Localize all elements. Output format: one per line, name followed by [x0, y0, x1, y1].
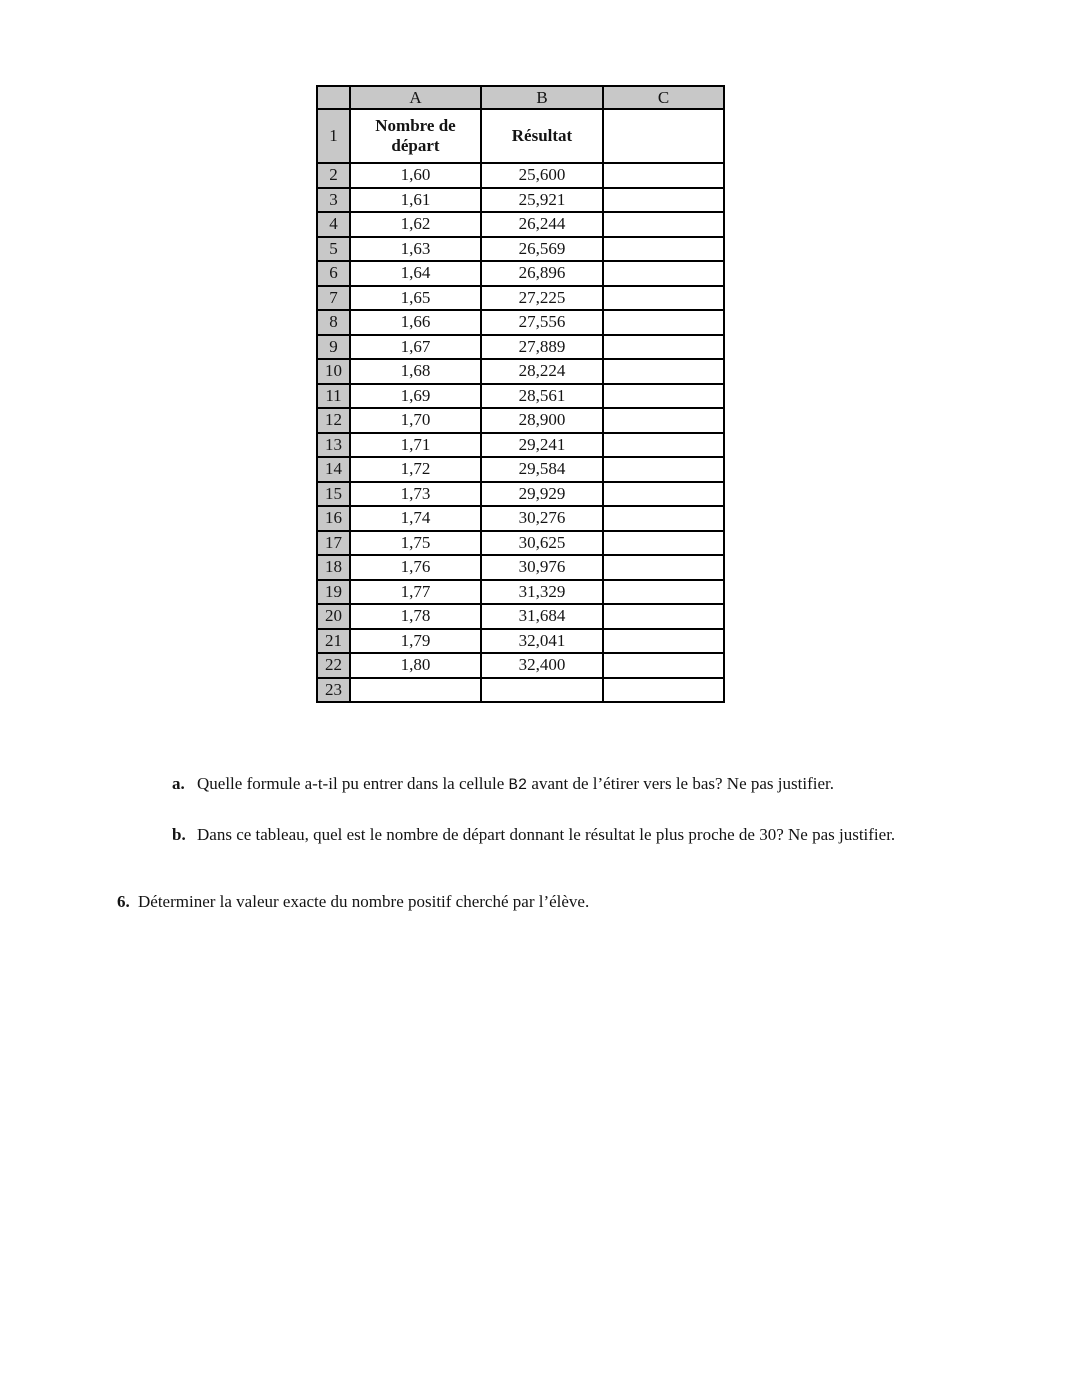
- data-cell-b: 31,684: [481, 604, 603, 629]
- data-cell-a: 1,80: [350, 653, 481, 678]
- question-6-text: Déterminer la valeur exacte du nombre positif cherché par l’élève.: [138, 892, 590, 911]
- cell-reference-code: B2: [508, 776, 528, 794]
- data-cell-c: [603, 506, 724, 531]
- data-cell-a: 1,60: [350, 163, 481, 188]
- row-number-cell: 2: [317, 163, 350, 188]
- data-cell-a: 1,69: [350, 384, 481, 409]
- question-a-label: a.: [172, 774, 185, 793]
- data-cell-a: 1,75: [350, 531, 481, 556]
- row-number-cell: 8: [317, 310, 350, 335]
- data-cell-a: 1,70: [350, 408, 481, 433]
- data-cell-b: 26,244: [481, 212, 603, 237]
- row-number-cell: 11: [317, 384, 350, 409]
- question-a-text-after: avant de l’étirer vers le bas? Ne pas justifier.: [527, 774, 834, 793]
- data-cell-b: 27,225: [481, 286, 603, 311]
- data-cell-a: [350, 678, 481, 703]
- data-cell-b: 25,600: [481, 163, 603, 188]
- row-number-cell: 19: [317, 580, 350, 605]
- data-cell-c: [603, 359, 724, 384]
- table-row: [317, 237, 724, 262]
- row-number-cell: 1: [317, 109, 350, 163]
- data-cell-b: 26,896: [481, 261, 603, 286]
- table-row: [317, 286, 724, 311]
- question-b: [172, 822, 898, 848]
- table-row: [317, 457, 724, 482]
- data-cell-c: [603, 335, 724, 360]
- data-cell-c: [603, 531, 724, 556]
- data-cell-a: 1,76: [350, 555, 481, 580]
- row-number-cell: 9: [317, 335, 350, 360]
- table-row: [317, 506, 724, 531]
- data-cell-b: 28,900: [481, 408, 603, 433]
- data-cell-a: 1,79: [350, 629, 481, 654]
- table-row: [317, 531, 724, 556]
- data-cell-b: 30,276: [481, 506, 603, 531]
- row-number-cell: 5: [317, 237, 350, 262]
- data-cell-a: 1,66: [350, 310, 481, 335]
- column-header-c: C: [603, 86, 724, 109]
- data-cell-c: [603, 653, 724, 678]
- data-cell-b: [481, 678, 603, 703]
- question-a: [172, 771, 898, 798]
- corner-cell: [317, 86, 350, 109]
- row-number-cell: 12: [317, 408, 350, 433]
- data-cell-a: 1,68: [350, 359, 481, 384]
- row-number-cell: 21: [317, 629, 350, 654]
- row-number-cell: 18: [317, 555, 350, 580]
- data-cell-b: 28,224: [481, 359, 603, 384]
- table-row: [317, 384, 724, 409]
- table-row: [317, 555, 724, 580]
- data-cell-a: 1,65: [350, 286, 481, 311]
- question-a-text: [197, 771, 898, 798]
- question-b-label: b.: [172, 825, 186, 844]
- row-number-cell: 3: [317, 188, 350, 213]
- data-cell-c: [603, 261, 724, 286]
- table-row: [317, 580, 724, 605]
- data-cell-c: [603, 310, 724, 335]
- column-header-a: A: [350, 86, 481, 109]
- table-row: [317, 359, 724, 384]
- data-cell-b: 29,584: [481, 457, 603, 482]
- table-row: [317, 212, 724, 237]
- column-header-b: B: [481, 86, 603, 109]
- row-number-cell: 13: [317, 433, 350, 458]
- row-number-cell: 6: [317, 261, 350, 286]
- data-cell-b: 31,329: [481, 580, 603, 605]
- data-cell-a: 1,73: [350, 482, 481, 507]
- data-cell-a: 1,74: [350, 506, 481, 531]
- data-cell-c: [603, 604, 724, 629]
- spreadsheet-table: [316, 85, 725, 703]
- table-row: [317, 629, 724, 654]
- data-cell-c: [603, 555, 724, 580]
- data-cell-b: 29,929: [481, 482, 603, 507]
- data-cell-b: 32,400: [481, 653, 603, 678]
- data-cell-b: 29,241: [481, 433, 603, 458]
- question-b-text: Dans ce tableau, quel est le nombre de départ donnant le résultat le plus proche de 30? Ne pas justifier.: [197, 825, 896, 844]
- data-cell-a: 1,78: [350, 604, 481, 629]
- data-cell-c: [603, 384, 724, 409]
- data-cell-c: [603, 678, 724, 703]
- data-cell-c: [603, 408, 724, 433]
- table-row: [317, 653, 724, 678]
- data-cell-b: 27,889: [481, 335, 603, 360]
- data-cell-c: [603, 457, 724, 482]
- row-number-cell: 20: [317, 604, 350, 629]
- data-cell-b: 26,569: [481, 237, 603, 262]
- data-cell-a: 1,62: [350, 212, 481, 237]
- table-row: [317, 310, 724, 335]
- table-row: [317, 335, 724, 360]
- data-cell-c: [603, 188, 724, 213]
- data-cell-b: 25,921: [481, 188, 603, 213]
- data-cell-c: [603, 433, 724, 458]
- row-number-cell: 4: [317, 212, 350, 237]
- data-cell-b: 30,625: [481, 531, 603, 556]
- data-cell-a: 1,61: [350, 188, 481, 213]
- row-number-cell: 10: [317, 359, 350, 384]
- question-6-label: 6.: [117, 892, 130, 911]
- table-row: [317, 109, 724, 163]
- row-number-cell: 17: [317, 531, 350, 556]
- table-row: [317, 678, 724, 703]
- data-cell-c: [603, 580, 724, 605]
- data-cell-a: 1,71: [350, 433, 481, 458]
- row-number-cell: 7: [317, 286, 350, 311]
- column-header-row: [317, 86, 724, 109]
- data-cell-c: [603, 237, 724, 262]
- data-cell-b: 30,976: [481, 555, 603, 580]
- row-number-cell: 15: [317, 482, 350, 507]
- data-cell-b: 27,556: [481, 310, 603, 335]
- data-cell-a: 1,63: [350, 237, 481, 262]
- data-cell-a: 1,64: [350, 261, 481, 286]
- row-number-cell: 14: [317, 457, 350, 482]
- row-number-cell: 23: [317, 678, 350, 703]
- table-row: [317, 482, 724, 507]
- table-row: [317, 433, 724, 458]
- table-row: [317, 163, 724, 188]
- data-cell-b: 28,561: [481, 384, 603, 409]
- data-cell-a: Nombre de départ: [350, 109, 481, 163]
- table-row: [317, 188, 724, 213]
- question-6: [117, 889, 937, 915]
- table-row: [317, 408, 724, 433]
- data-cell-a: 1,77: [350, 580, 481, 605]
- data-cell-c: [603, 212, 724, 237]
- row-number-cell: 16: [317, 506, 350, 531]
- data-cell-c: [603, 163, 724, 188]
- data-cell-a: 1,67: [350, 335, 481, 360]
- table-body: [317, 109, 724, 702]
- data-cell-b: Résultat: [481, 109, 603, 163]
- row-number-cell: 22: [317, 653, 350, 678]
- data-cell-a: 1,72: [350, 457, 481, 482]
- data-cell-c: [603, 109, 724, 163]
- data-cell-c: [603, 286, 724, 311]
- data-cell-b: 32,041: [481, 629, 603, 654]
- data-cell-c: [603, 629, 724, 654]
- data-cell-c: [603, 482, 724, 507]
- table-row: [317, 604, 724, 629]
- table-row: [317, 261, 724, 286]
- question-a-text-before: Quelle formule a-t-il pu entrer dans la cellule: [197, 774, 509, 793]
